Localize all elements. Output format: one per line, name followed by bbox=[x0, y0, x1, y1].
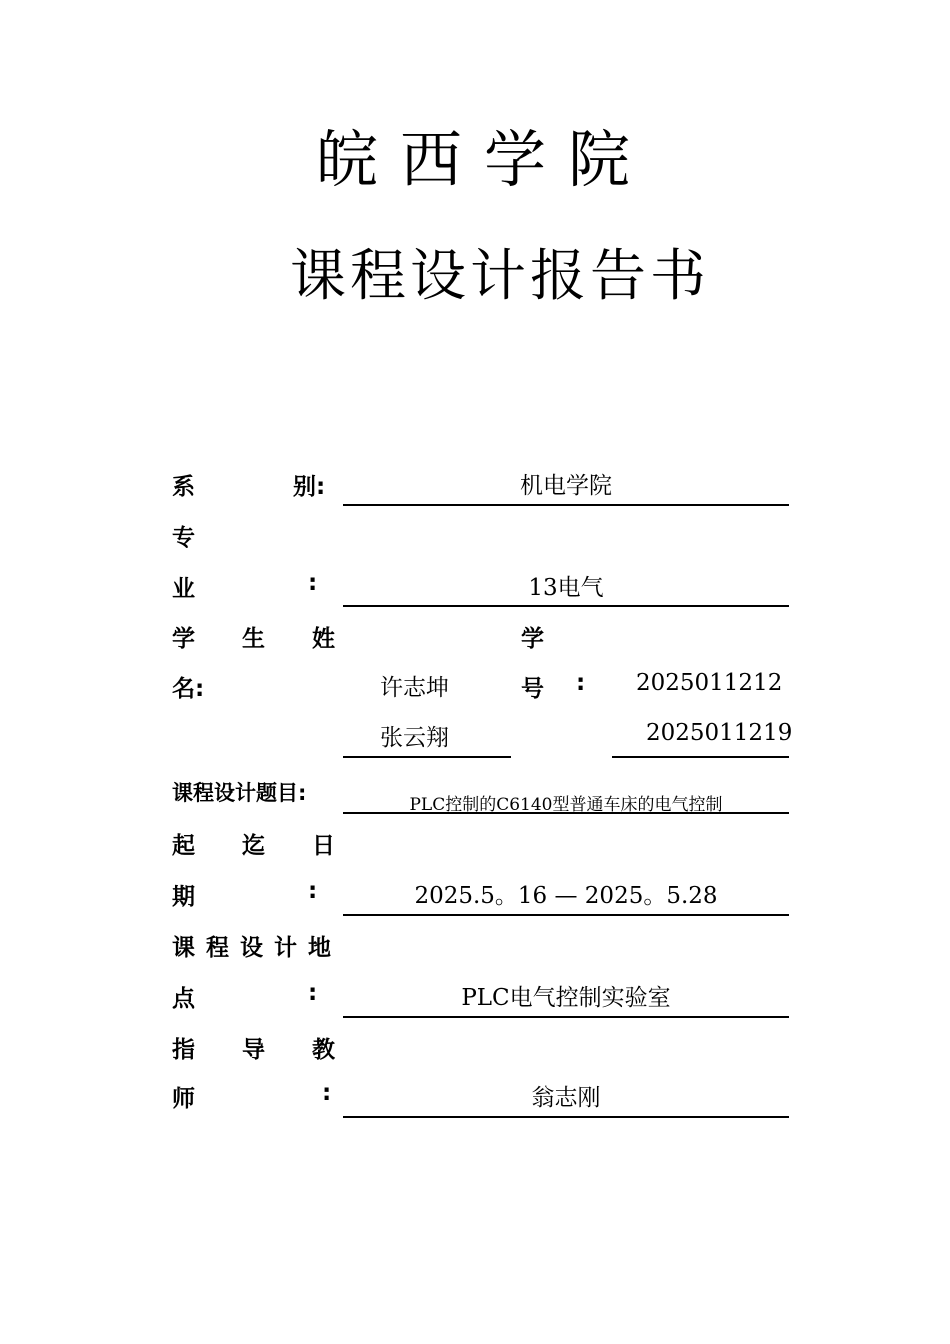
period-label-b: : bbox=[308, 878, 318, 904]
location-label-3: 设 bbox=[240, 935, 263, 961]
student-id-1: 2025011212 bbox=[636, 670, 783, 696]
location-underline bbox=[343, 1016, 789, 1018]
location-label-4: 计 bbox=[274, 935, 297, 961]
student-label-line2: 名: bbox=[172, 676, 205, 702]
major-label-line1: 专 bbox=[172, 525, 195, 551]
dept-label-a: 系 bbox=[172, 474, 195, 500]
location-label-1: 课 bbox=[172, 935, 195, 961]
student-label-2: 生 bbox=[242, 626, 265, 652]
student-name-underline bbox=[343, 756, 511, 758]
advisor-label-3: 教 bbox=[312, 1037, 335, 1063]
major-underline bbox=[343, 605, 789, 607]
dept-underline bbox=[343, 504, 789, 506]
advisor-label-a: 师 bbox=[172, 1086, 195, 1112]
period-label-a: 期 bbox=[172, 884, 195, 910]
student-id-2: 2025011219 bbox=[646, 720, 793, 746]
student-id-label-a: 号 bbox=[521, 676, 544, 702]
student-label-1: 学 bbox=[172, 626, 195, 652]
school-name: 皖西学院 bbox=[315, 123, 652, 196]
location-label-5: 地 bbox=[308, 935, 331, 961]
period-label-2: 迄 bbox=[242, 833, 265, 859]
location-label-2: 程 bbox=[206, 935, 229, 961]
student-id-underline bbox=[612, 756, 789, 758]
period-value: 2025.5。16 — 2025。5.28 bbox=[414, 883, 718, 909]
dept-label-b: 别: bbox=[293, 474, 326, 500]
topic-label: 课程设计题目: bbox=[172, 781, 307, 805]
period-underline bbox=[343, 914, 789, 916]
advisor-underline bbox=[343, 1116, 789, 1118]
advisor-value: 翁志刚 bbox=[531, 1085, 601, 1111]
student-name-1: 许志坤 bbox=[380, 675, 449, 701]
period-label-1: 起 bbox=[172, 833, 195, 859]
topic-underline bbox=[343, 812, 789, 814]
student-label-3: 姓 bbox=[312, 626, 335, 652]
major-label-a: 业 bbox=[172, 576, 195, 602]
location-label-b: : bbox=[308, 980, 318, 1006]
advisor-label-1: 指 bbox=[172, 1037, 195, 1063]
student-id-label-b: : bbox=[576, 670, 586, 696]
location-label-a: 点 bbox=[172, 986, 195, 1012]
major-value: 13电气 bbox=[528, 575, 604, 601]
location-value: PLC电气控制实验室 bbox=[461, 985, 671, 1011]
document-title: 课程设计报告书 bbox=[290, 244, 710, 309]
advisor-label-2: 导 bbox=[242, 1037, 265, 1063]
major-label-b: : bbox=[308, 570, 318, 596]
student-id-label-line1: 学 bbox=[521, 626, 544, 652]
topic-value: PLC控制的C6140型普通车床的电气控制 bbox=[409, 795, 723, 815]
student-name-2: 张云翔 bbox=[380, 725, 449, 751]
dept-value: 机电学院 bbox=[520, 473, 612, 499]
period-label-3: 日 bbox=[312, 833, 335, 859]
advisor-label-b: : bbox=[322, 1080, 332, 1106]
